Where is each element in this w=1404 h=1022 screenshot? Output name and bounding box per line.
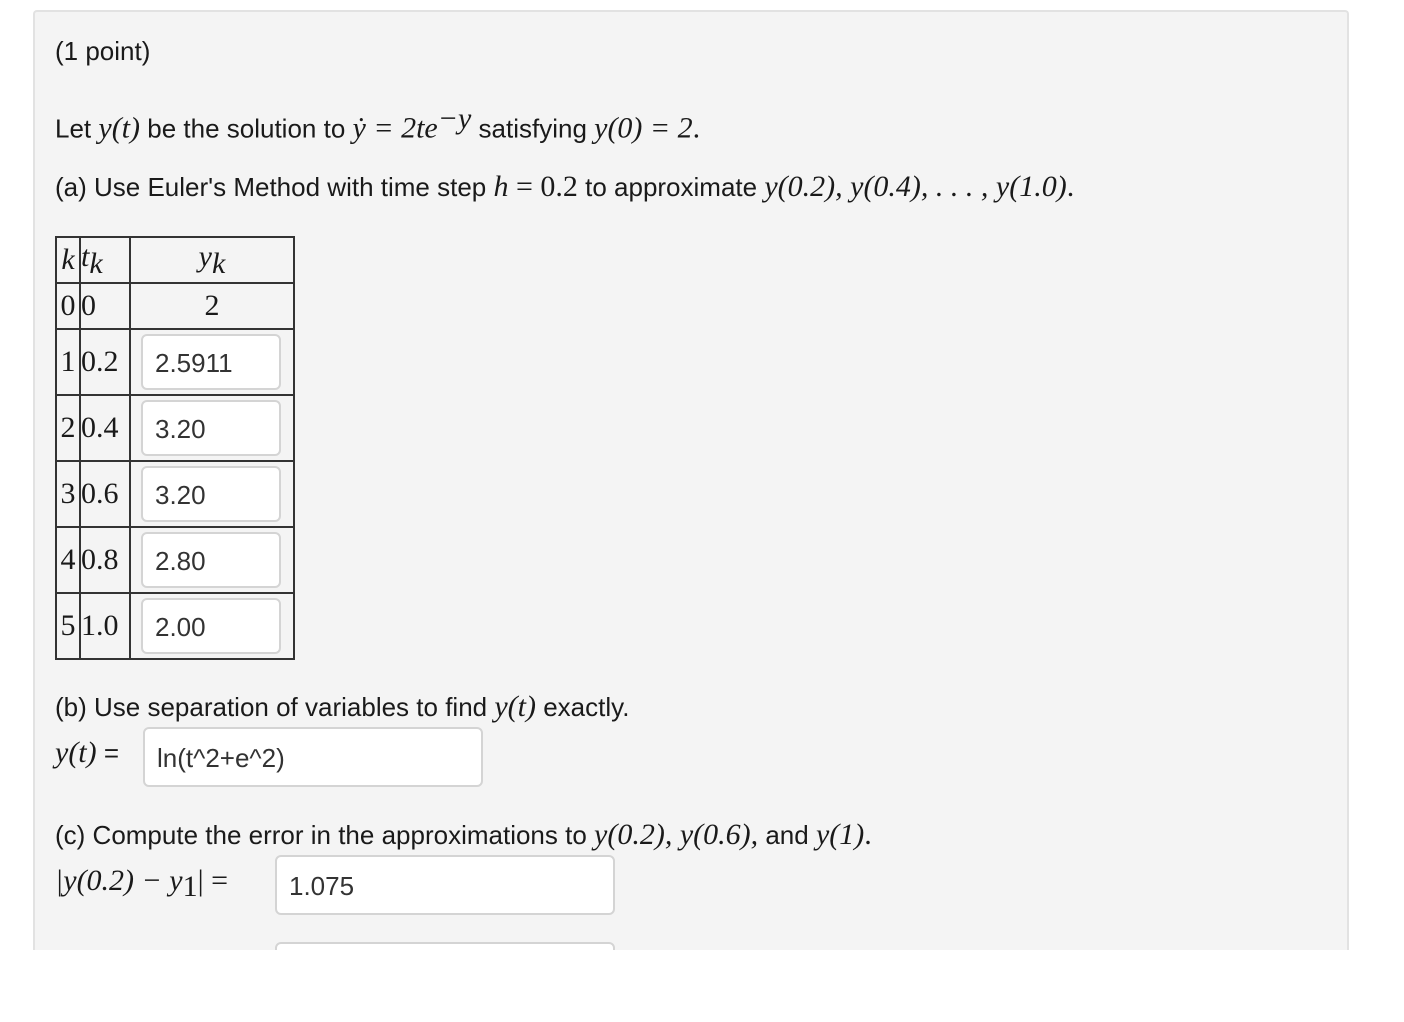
error-label bbox=[55, 864, 228, 904]
point-value: (1 point) bbox=[55, 36, 151, 66]
header-y: $y_k$ bbox=[130, 237, 294, 283]
intro-exponent: −y bbox=[437, 102, 472, 135]
cell-y bbox=[130, 329, 294, 395]
cell-y: 2 bbox=[130, 283, 294, 329]
part-a-mid: to approximate bbox=[577, 172, 765, 202]
intro-y-of-t: y(t) bbox=[98, 111, 141, 145]
part-b-prompt bbox=[55, 690, 629, 724]
intro-mid2: satisfying bbox=[471, 113, 595, 144]
part-c-prefix: (c) Compute the error in the approximations to bbox=[55, 820, 595, 850]
page-bottom bbox=[0, 950, 1404, 1022]
intro-initial-condition: y(0) = 2 bbox=[594, 111, 693, 145]
table-row bbox=[56, 593, 294, 659]
header-k: k bbox=[56, 237, 80, 283]
error-subscript: 1 bbox=[182, 870, 198, 904]
cell-t: 0.4 bbox=[80, 395, 130, 461]
y3-input[interactable]: 3.20 bbox=[141, 466, 281, 522]
part-b-lhs: y(t) bbox=[55, 736, 97, 769]
y4-input[interactable]: 2.80 bbox=[141, 532, 281, 588]
cell-t: 0 bbox=[80, 283, 130, 329]
exact-solution-input[interactable]: ln(t^2+e^2) bbox=[143, 727, 483, 787]
error-rhs: | = bbox=[197, 864, 229, 897]
intro-ydot: ẏ bbox=[352, 111, 366, 145]
cell-t: 0.8 bbox=[80, 527, 130, 593]
cell-k: 2 bbox=[56, 395, 80, 461]
cell-k: 0 bbox=[56, 283, 80, 329]
error-y1-input[interactable]: 1.075 bbox=[275, 855, 615, 915]
table-row bbox=[56, 461, 294, 527]
cell-y bbox=[130, 527, 294, 593]
cell-k: 3 bbox=[56, 461, 80, 527]
part-c-target-y1: y(1) bbox=[815, 818, 865, 851]
table-header-row bbox=[56, 237, 294, 283]
part-c-targets: y(0.2), y(0.6), bbox=[594, 818, 759, 851]
euler-table bbox=[55, 236, 295, 660]
part-c-end: . bbox=[864, 818, 872, 851]
part-b-answer-label bbox=[55, 736, 119, 770]
cell-y bbox=[130, 461, 294, 527]
intro-prefix: Let bbox=[55, 113, 99, 144]
cell-k: 4 bbox=[56, 527, 80, 593]
error-lhs: |y(0.2) − y bbox=[55, 864, 183, 897]
intro-end: . bbox=[692, 111, 701, 145]
y2-input[interactable]: 3.20 bbox=[141, 400, 281, 456]
cell-t: 0.2 bbox=[80, 329, 130, 395]
part-b-y-of-t: y(t) bbox=[494, 690, 536, 723]
table-row bbox=[56, 395, 294, 461]
part-b-prefix: (b) Use separation of variables to find bbox=[55, 692, 495, 722]
problem-panel bbox=[33, 10, 1349, 970]
y1-input[interactable]: 2.5911 bbox=[141, 334, 281, 390]
part-a-prefix: (a) Use Euler's Method with time step bbox=[55, 172, 494, 202]
part-a-end: . bbox=[1066, 170, 1075, 203]
part-b-eq: = bbox=[96, 738, 120, 768]
part-a-prompt bbox=[55, 170, 1074, 204]
cell-t: 1.0 bbox=[80, 593, 130, 659]
cell-k: 5 bbox=[56, 593, 80, 659]
part-a-targets: y(0.2), y(0.4), . . . , y(1.0) bbox=[764, 170, 1067, 203]
table-row bbox=[56, 527, 294, 593]
cell-k: 1 bbox=[56, 329, 80, 395]
table-row bbox=[56, 283, 294, 329]
part-c-and: and bbox=[758, 820, 816, 850]
part-a-h-eq: = 0.2 bbox=[508, 170, 578, 203]
part-b-end: exactly. bbox=[535, 692, 630, 722]
cell-t: 0.6 bbox=[80, 461, 130, 527]
problem-intro bbox=[55, 102, 700, 146]
intro-mid: be the solution to bbox=[140, 113, 353, 144]
table-row bbox=[56, 329, 294, 395]
intro-equation: = 2te bbox=[365, 111, 438, 145]
y5-input[interactable]: 2.00 bbox=[141, 598, 281, 654]
part-a-h: h bbox=[493, 170, 509, 203]
cell-y bbox=[130, 395, 294, 461]
header-t: $t_k$ bbox=[80, 237, 130, 283]
cell-y bbox=[130, 593, 294, 659]
part-c-prompt bbox=[55, 818, 872, 852]
